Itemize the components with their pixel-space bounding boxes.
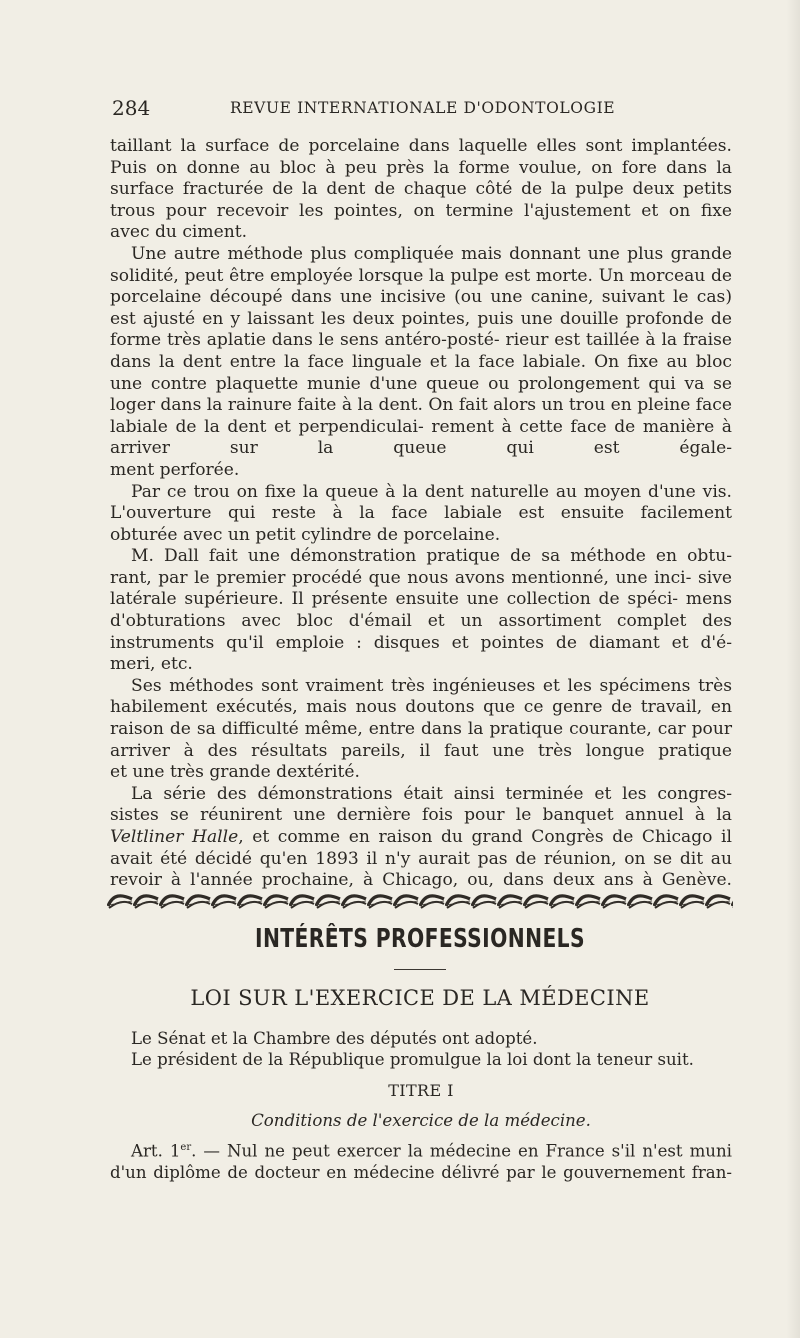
law-title: LOI SUR L'EXERCICE DE LA MÉDECINE	[190, 986, 650, 1010]
section-heading: INTÉRÊTS PROFESSIONNELS	[255, 924, 585, 954]
text-line: surface fracturée de la dent de chaque côté de la pulpe deux petits	[110, 179, 732, 200]
text-line: M. Dall fait une démonstration pratique de sa méthode en obtu-	[131, 546, 732, 567]
text-line: Par ce trou on fixe la queue à la dent naturelle au moyen d'une	[131, 481, 696, 502]
text-line: trous pour recevoir les pointes, on termine l'ajustement et on fixe	[110, 200, 732, 221]
text-line: taillant la surface de porcelaine dans laquelle elles sont implantées.	[110, 136, 732, 156]
text-line: Ses méthodes sont vraiment très ingénieuses et les spécimens très	[131, 675, 732, 696]
text-line: La série des démonstrations était ainsi terminée et les congres-	[131, 783, 732, 804]
text-line: sive latérale supérieure. Il présente ensuite une collection de spéci-	[110, 567, 732, 610]
text-line: Une autre méthode plus compliquée mais donnant une plus	[131, 243, 664, 264]
paragraph-2	[110, 244, 732, 460]
law-text	[110, 1028, 732, 1183]
text-line: habilement exécutés, mais nous doutons que ce genre de travail, en	[110, 697, 732, 718]
text-line: face labiale. On fixe au bloc une contre plaquette munie d'une queue	[110, 351, 732, 394]
paragraph-5-end	[110, 762, 732, 784]
running-title: REVUE INTERNATIONALE D'ODONTOLOGIE	[230, 99, 616, 117]
paragraph-1	[110, 136, 732, 222]
paragraph-6	[110, 784, 732, 892]
divider-rule	[394, 969, 446, 970]
text-line: rieur est taillée à la fraise dans la dent entre la face linguale et la	[110, 330, 733, 372]
titre-subheading: Conditions de l'exercice de la médecine.	[251, 1111, 591, 1130]
text-line: meri, etc.	[110, 654, 193, 675]
text-line: rement à cette face de manière à arriver sur la queue qui est égale-	[110, 416, 732, 459]
text-line: obturée avec un petit cylindre de porcelaine.	[110, 524, 501, 545]
text-line: avec du ciment.	[110, 222, 248, 243]
text-line: sistes se réunirent une dernière fois pour le banquet annuel à la	[110, 805, 732, 826]
paragraph-3-end	[110, 525, 732, 547]
text-line: et une très grande dextérité.	[110, 762, 360, 783]
page-number: 284	[112, 96, 151, 120]
text-line: suivant le cas) est ajusté en y laissant les deux pointes, puis une	[110, 287, 732, 329]
decorative-rope-divider	[107, 891, 733, 913]
article-body	[110, 136, 732, 892]
article-1	[110, 1137, 732, 1162]
text-line: instruments qu'il emploie : disques et pointes de diamant et d'é-	[110, 632, 732, 653]
paragraph-5	[110, 676, 732, 762]
titre-heading: TITRE I	[388, 1081, 454, 1100]
text-line: fait alors un trou en pleine face labiale de la dent et perpendiculai-	[110, 395, 732, 437]
page-edge-shadow	[786, 0, 800, 1338]
italic-venue-name: Veltliner Halle	[110, 827, 239, 847]
text-line: avait été décidé qu'en 1893 il n'y aurait pas de réunion, on se dit au	[110, 848, 732, 869]
article-label-sup: er	[180, 1142, 192, 1153]
paragraph-3	[110, 482, 732, 525]
text-line: vis. L'ouverture qui reste à la face labiale est ensuite facilement	[110, 481, 732, 524]
text-line: pour arriver à des résultats pareils, il faut une très longue pratique	[110, 719, 733, 761]
running-header	[112, 96, 730, 122]
text-line: ment perforée.	[110, 459, 240, 480]
text-line: . — Nul ne peut exercer la médecine en France s'il n'est muni	[191, 1141, 732, 1161]
text-line: raison de sa difficulté même, entre dans la pratique courante, car	[110, 719, 686, 740]
text-line: douille profonde de forme très aplatie dans le sens antéro-posté-	[110, 308, 732, 351]
text-line: morceau de porcelaine découpé dans une incisive (ou une canine,	[110, 265, 732, 308]
intro-line: Le président de la République promulgue la loi dont la teneur suit.	[131, 1050, 694, 1069]
text-line: Puis on donne au bloc à peu près la forme voulue, on fore dans la	[110, 157, 732, 178]
paragraph-4	[110, 546, 732, 654]
text-line: revoir à l'année prochaine, à Chicago, ou, dans deux ans à Genève.	[110, 870, 732, 891]
text-line: rant, par le premier procédé que nous avons mentionné, une inci-	[110, 567, 692, 588]
text-line: mens d'obturations avec bloc d'émail et un assortiment complet des	[110, 589, 732, 632]
paragraph-2-end	[110, 460, 732, 482]
text-line: , et comme en raison du grand Congrès de Chicago il	[238, 827, 732, 847]
intro-line: Le Sénat et la Chambre des députés ont adopté.	[131, 1029, 538, 1048]
article-label: Art. 1	[131, 1141, 181, 1161]
text-line: ou prolongement qui va se loger dans la rainure faite à la dent. On	[110, 373, 733, 416]
article-1-continued: d'un diplôme de docteur en médecine délivré par le gouvernement fran-	[110, 1162, 732, 1182]
paragraph-4-end	[110, 654, 732, 676]
text-line: grande solidité, peut être employée lorsque la pulpe est morte. Un	[110, 243, 732, 286]
paragraph-1-end	[110, 222, 732, 244]
